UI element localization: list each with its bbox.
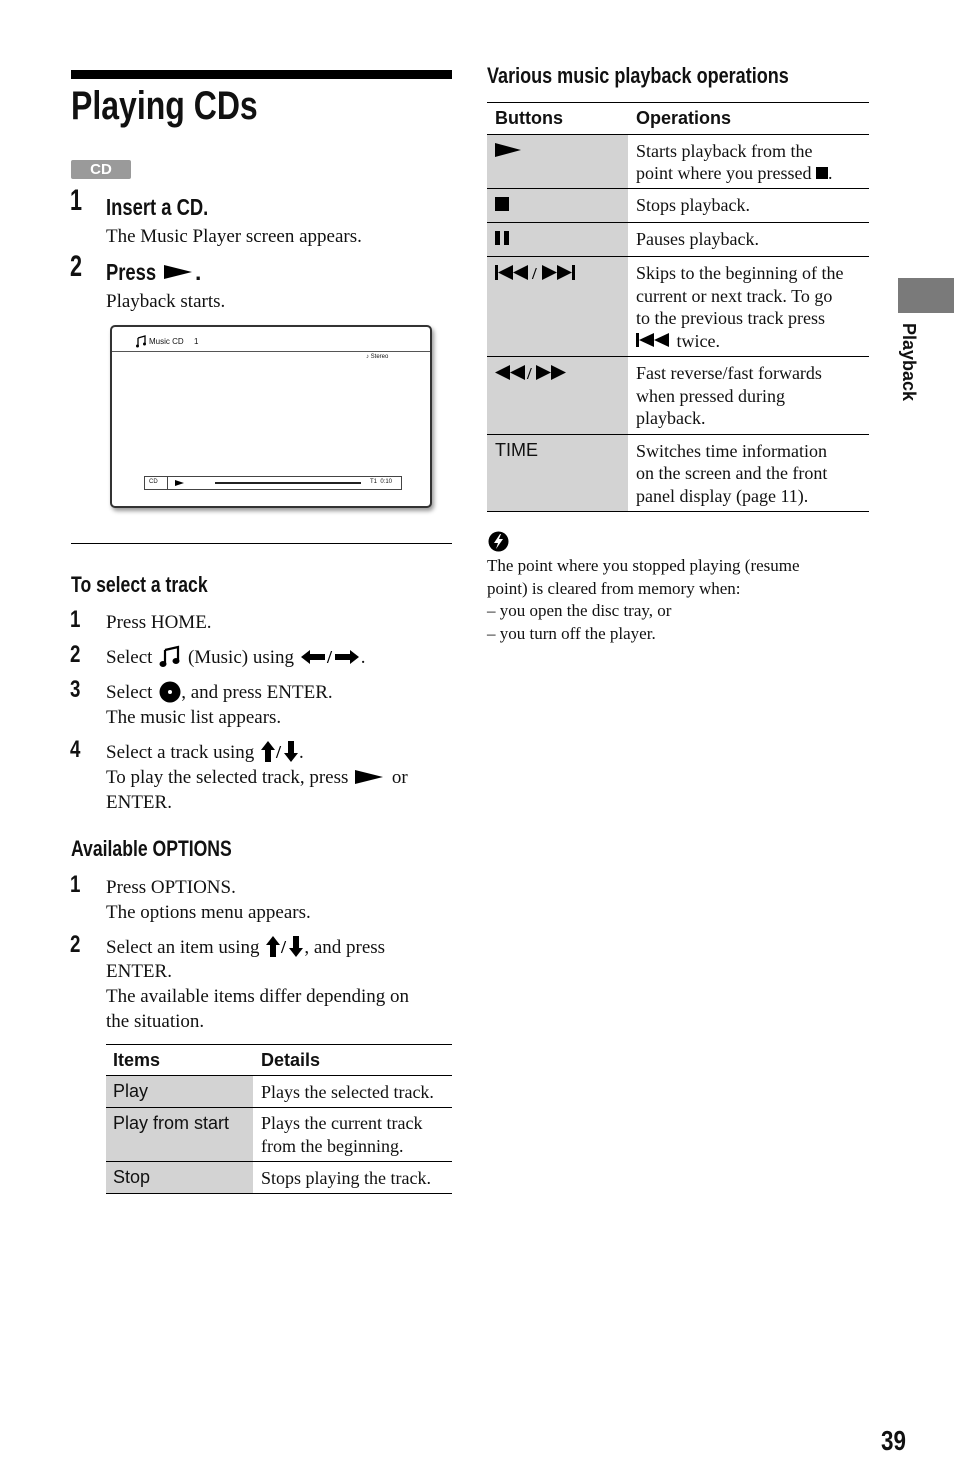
time-readout: T1 0:10 xyxy=(370,479,393,485)
section-heading: To select a track xyxy=(71,572,208,597)
step-text-a: Select xyxy=(106,682,153,703)
source-label: CD xyxy=(149,479,158,485)
step-number: 3 xyxy=(70,676,81,703)
table-header: Operations xyxy=(636,108,732,128)
stereo-label: Stereo xyxy=(370,354,389,360)
operation-line xyxy=(636,330,863,353)
up-down-arrow-icon xyxy=(266,936,304,958)
operation-line: panel display (page 11). xyxy=(636,485,809,506)
playback-operations-table xyxy=(487,102,869,512)
operation-cell: Pauses playback. xyxy=(636,229,759,249)
step-text-b: , and press ENTER. xyxy=(181,682,333,703)
table-row xyxy=(106,1108,452,1162)
progress-bar xyxy=(215,482,361,484)
svg-text:/: / xyxy=(527,364,532,383)
detail-cell xyxy=(253,1108,452,1162)
step-text xyxy=(106,740,304,765)
step-text: Press HOME. xyxy=(106,612,212,633)
music-note-icon xyxy=(159,646,181,668)
button-cell xyxy=(487,223,628,257)
prev-icon xyxy=(636,333,672,347)
step-desc-b: or xyxy=(391,767,408,788)
music-note-icon xyxy=(136,336,146,347)
section-heading: Available OPTIONS xyxy=(71,836,232,861)
step-number: 1 xyxy=(70,184,83,217)
operation-line xyxy=(636,162,861,184)
hint-line: The point where you stopped playing (resume xyxy=(487,556,800,575)
music-player-screen xyxy=(110,325,432,508)
screen-header xyxy=(112,327,430,352)
table-row xyxy=(487,357,869,435)
operation-suffix: . xyxy=(827,163,833,183)
detail-line: from the beginning. xyxy=(261,1136,404,1156)
table-row xyxy=(487,434,869,512)
operation-line: Skips to the beginning of the xyxy=(636,263,844,283)
operation-line: to the previous track press xyxy=(636,308,825,328)
button-cell: TIME xyxy=(487,434,628,512)
operation-cell xyxy=(628,357,869,435)
operation-text: twice. xyxy=(676,330,720,351)
step-text-b: (Music) using xyxy=(187,647,295,668)
step-text-a: Select xyxy=(106,647,153,668)
page-title: Playing CDs xyxy=(71,84,258,128)
operation-cell xyxy=(628,135,869,189)
title-rule xyxy=(71,70,452,79)
screen-play-icon xyxy=(175,480,185,487)
step-text xyxy=(106,645,366,670)
table-header: Buttons xyxy=(495,108,563,128)
item-cell: Stop xyxy=(106,1162,253,1194)
step-desc: ENTER. xyxy=(106,792,172,813)
step-title-text: Press xyxy=(106,259,157,285)
hint-text xyxy=(487,555,800,645)
table-row xyxy=(487,223,869,257)
table-header-row xyxy=(106,1045,452,1076)
step-desc-a: To play the selected track, press xyxy=(106,767,349,788)
section-divider xyxy=(71,543,452,544)
detail-line: Plays the current track xyxy=(261,1113,423,1133)
svg-text:/: / xyxy=(281,936,287,957)
operation-line: playback. xyxy=(636,408,706,428)
step-text-a: Select an item using xyxy=(106,937,260,958)
table-header: Items xyxy=(113,1050,161,1070)
step-number: 1 xyxy=(70,606,81,633)
step-title: Insert a CD. xyxy=(106,194,209,220)
options-table xyxy=(106,1044,452,1194)
operation-cell xyxy=(628,257,869,357)
section-heading: Various music playback operations xyxy=(487,63,789,88)
button-cell xyxy=(487,135,628,189)
step-text xyxy=(106,935,385,960)
operation-line: when pressed during xyxy=(636,385,785,406)
step-desc: The music list appears. xyxy=(106,707,282,728)
step-desc: The options menu appears. xyxy=(106,902,311,923)
step-number: 4 xyxy=(70,736,81,763)
svg-text:/: / xyxy=(276,741,282,762)
step-text-a: Select a track using xyxy=(106,742,255,763)
play-icon xyxy=(164,265,194,281)
hint-line: point) is cleared from memory when: xyxy=(487,578,741,598)
operation-text: point where you pressed xyxy=(636,163,812,183)
hint-icon xyxy=(488,531,509,552)
pause-icon xyxy=(495,231,509,245)
step-text-b: . xyxy=(299,742,304,763)
screen-status-bar xyxy=(144,476,402,490)
step-number: 2 xyxy=(70,641,81,668)
page-number: 39 xyxy=(881,1425,906,1456)
step-desc: The available items differ depending on xyxy=(106,986,410,1007)
hint-line: – you turn off the player. xyxy=(487,623,656,643)
operation-line: Switches time information xyxy=(636,440,827,461)
table-row xyxy=(487,257,869,357)
stereo-indicator: ♪ Stereo xyxy=(366,354,389,360)
prev-next-icon xyxy=(495,264,577,283)
item-cell: Play from start xyxy=(106,1108,253,1162)
step-text: Press OPTIONS. xyxy=(106,877,236,898)
side-tab-label: Playback xyxy=(899,323,919,402)
operation-cell: Stops playback. xyxy=(636,195,750,215)
stop-icon xyxy=(495,197,509,211)
step-text-b: , and press xyxy=(304,937,386,958)
step-title xyxy=(106,259,202,286)
operation-line: on the screen and the front xyxy=(636,463,828,483)
step-desc: The Music Player screen appears. xyxy=(106,226,362,247)
detail-cell: Plays the selected track. xyxy=(261,1082,434,1102)
step-desc: the situation. xyxy=(106,1011,205,1032)
button-cell xyxy=(487,257,628,357)
operation-line: Starts playback from the xyxy=(636,141,813,161)
left-right-arrow-icon xyxy=(301,646,361,667)
step-number: 2 xyxy=(70,250,83,283)
screen-track-number: 1 xyxy=(194,337,199,346)
table-header-row xyxy=(487,103,869,135)
button-cell xyxy=(487,189,628,223)
step-number: 2 xyxy=(70,931,81,958)
disc-icon xyxy=(159,681,181,703)
play-icon xyxy=(495,143,523,157)
detail-cell: Stops playing the track. xyxy=(261,1168,431,1188)
hint-line: – you open the disc tray, or xyxy=(487,601,672,620)
operation-line: Fast reverse/fast forwards xyxy=(636,363,822,383)
step-text xyxy=(106,680,333,705)
play-icon xyxy=(355,770,385,784)
step-desc: Playback starts. xyxy=(106,291,226,312)
table-header: Details xyxy=(261,1050,321,1070)
cd-badge: CD xyxy=(71,160,131,179)
step-desc xyxy=(106,765,408,790)
screen-title: Music CD xyxy=(149,337,184,346)
side-tab xyxy=(898,278,954,313)
item-cell: Play xyxy=(106,1076,253,1108)
table-row xyxy=(487,135,869,189)
step-title-suffix: . xyxy=(195,259,202,285)
rewind-forward-icon xyxy=(495,364,567,383)
svg-text:/: / xyxy=(532,264,537,283)
stop-icon xyxy=(816,167,828,179)
button-cell xyxy=(487,357,628,435)
step-text: ENTER. xyxy=(106,961,172,982)
table-row xyxy=(106,1076,452,1108)
step-number: 1 xyxy=(70,871,81,898)
table-row xyxy=(106,1162,452,1194)
step-text-c: . xyxy=(360,647,366,668)
svg-text:/: / xyxy=(326,646,332,667)
table-row xyxy=(487,189,869,223)
up-down-arrow-icon xyxy=(261,741,299,763)
operation-line: current or next track. To go xyxy=(636,285,833,306)
operation-cell xyxy=(628,434,869,512)
